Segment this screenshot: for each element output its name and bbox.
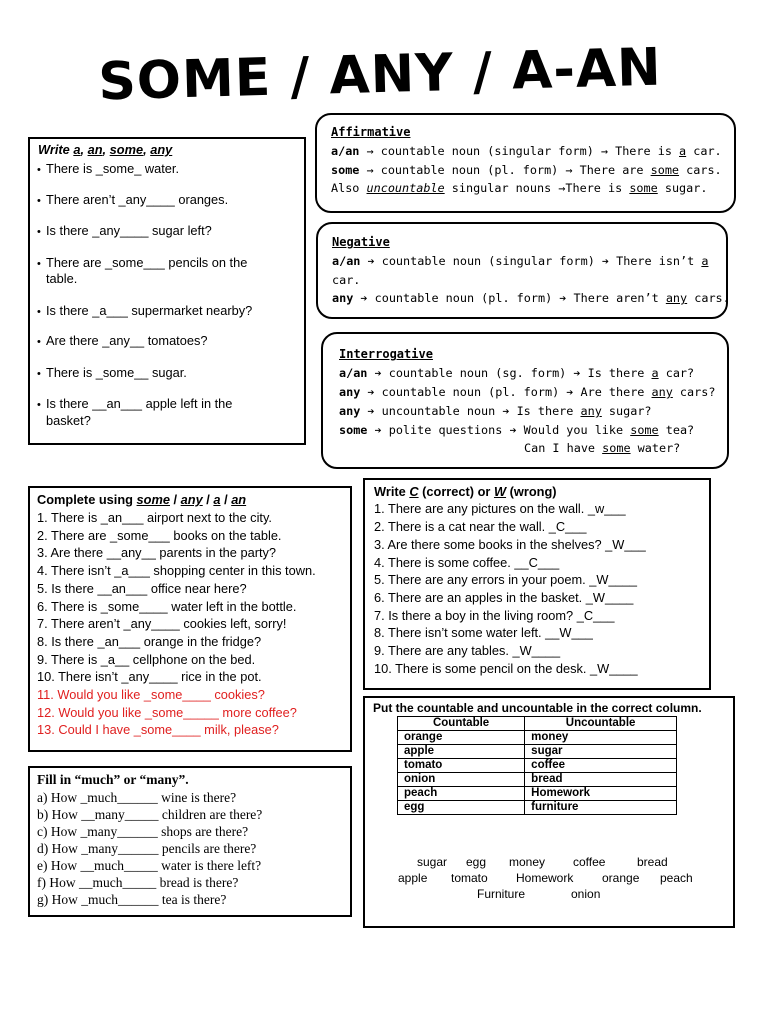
negative-line-1: a/an ➔ countable noun (singular form) ➔ There isn’t a <box>332 254 709 268</box>
list-item: 1. There is _an___ airport next to the city. <box>37 510 272 525</box>
affirmative-box <box>315 113 736 213</box>
list-item: 8. Is there _an___ orange in the fridge? <box>37 634 262 649</box>
table-row <box>398 801 677 815</box>
table-row <box>398 745 677 759</box>
table-row <box>398 731 677 745</box>
list-item-cont: basket? <box>46 413 91 428</box>
list-item: e) How __much_____ water is there left? <box>37 858 262 873</box>
negative-heading: Negative <box>332 235 390 249</box>
list-item: 6. There are an apples in the basket. _W____ <box>374 590 634 605</box>
table-row <box>398 759 677 773</box>
list-item: 4. There is some coffee. __C___ <box>374 555 560 570</box>
affirmative-line-3: Also uncountable singular nouns →There is some sugar. <box>331 181 708 195</box>
list-item: 1. There are any pictures on the wall. _w___ <box>374 501 626 516</box>
word-bank-item: tomato <box>451 871 488 885</box>
affirmative-heading: Affirmative <box>331 125 411 139</box>
list-item: • There are _some___ pencils on the <box>37 255 247 270</box>
list-item: g) How _much______ tea is there? <box>37 892 227 907</box>
list-item: b) How __many_____ children are there? <box>37 807 263 822</box>
list-item: • There is _some__ sugar. <box>37 365 187 380</box>
table-header-row <box>398 717 677 731</box>
list-item: • Is there __an___ apple left in the <box>37 396 232 411</box>
list-item: 3. Are there some books in the shelves? _W___ <box>374 537 646 552</box>
list-item: 5. Is there __an___ office near here? <box>37 581 247 596</box>
list-item: 13. Could I have _some____ milk, please? <box>37 722 279 737</box>
list-item: • Is there _a___ supermarket nearby? <box>37 303 252 318</box>
cell: money <box>525 731 677 745</box>
list-item: 7. Is there a boy in the living room? _C___ <box>374 608 615 623</box>
list-item: c) How _many______ shops are there? <box>37 824 249 839</box>
list-item: 5. There are any errors in your poem. _W____ <box>374 572 637 587</box>
much-many-heading: Fill in “much” or “many”. <box>37 772 189 787</box>
table-row <box>398 773 677 787</box>
list-item: a) How _much______ wine is there? <box>37 790 237 805</box>
list-item: 9. There are any tables. _W____ <box>374 643 561 658</box>
word-bank-item: Furniture <box>477 887 526 901</box>
cell: peach <box>398 787 525 801</box>
cell: bread <box>525 773 677 787</box>
cell: coffee <box>525 759 677 773</box>
list-item: • There is _some_ water. <box>37 161 179 176</box>
interrogative-line-1: a/an ➔ countable noun (sg. form) ➔ Is there a car? <box>339 366 695 380</box>
list-item: 4. There isn’t _a___ shopping center in this town. <box>37 563 316 578</box>
word-bank-item: orange <box>602 871 640 885</box>
list-item-cont: table. <box>46 271 78 286</box>
cell: orange <box>398 731 525 745</box>
column-header: Countable <box>398 717 525 731</box>
list-item: • There aren’t _any____ oranges. <box>37 192 228 207</box>
list-item: 11. Would you like _some____ cookies? <box>37 687 265 702</box>
affirmative-line-2: some → countable noun (pl. form) → There are some cars. <box>331 163 722 177</box>
cell: Homework <box>525 787 677 801</box>
list-item: 12. Would you like _some_____ more coffee? <box>37 705 297 720</box>
list-item: 7. There aren’t _any____ cookies left, sorry! <box>37 616 287 631</box>
table-row <box>398 787 677 801</box>
list-item: 8. There isn’t some water left. __W___ <box>374 625 593 640</box>
column-header: Uncountable <box>525 717 677 731</box>
list-item: • Are there _any__ tomatoes? <box>37 333 208 348</box>
complete-heading: Complete using some / any / a / an <box>37 492 247 507</box>
correct-wrong-heading: Write C (correct) or W (wrong) <box>374 484 557 499</box>
word-bank-item: money <box>509 855 546 869</box>
cell: sugar <box>525 745 677 759</box>
page-title: SOME / ANY / A-AN <box>97 37 663 113</box>
list-item: d) How _many______ pencils are there? <box>37 841 257 856</box>
interrogative-line-2: any ➔ countable noun (pl. form) ➔ Are there any cars? <box>339 385 716 399</box>
cell: apple <box>398 745 525 759</box>
interrogative-box <box>321 332 729 469</box>
cell: furniture <box>525 801 677 815</box>
interrogative-line-3: any ➔ uncountable noun ➔ Is there any sugar? <box>339 404 652 418</box>
list-item: 3. Are there __any__ parents in the party? <box>37 545 277 560</box>
list-item: 10. There isn’t _any____ rice in the pot. <box>37 669 262 684</box>
negative-line-2: any ➔ countable noun (pl. form) ➔ There aren’t any cars. <box>332 291 730 305</box>
list-item: 6. There is _some____ water left in the bottle. <box>37 599 297 614</box>
countable-heading: Put the countable and uncountable in the correct column. <box>373 701 702 715</box>
cell: onion <box>398 773 525 787</box>
negative-line-1-cont: car. <box>332 273 361 287</box>
affirmative-line-1: a/an → countable noun (singular form) → There is a car. <box>331 144 722 158</box>
list-item: • Is there _any____ sugar left? <box>37 223 212 238</box>
interrogative-line-5: Can I have some water? <box>524 441 681 455</box>
cell: tomato <box>398 759 525 773</box>
word-bank-item: apple <box>398 871 428 885</box>
negative-box <box>316 222 728 319</box>
list-item: 2. There is a cat near the wall. _C___ <box>374 519 587 534</box>
word-bank-item: egg <box>466 855 487 869</box>
list-item: f) How __much_____ bread is there? <box>37 875 239 890</box>
countable-table <box>397 716 677 815</box>
interrogative-line-4: some ➔ polite questions ➔ Would you like some tea? <box>339 423 695 437</box>
word-bank-item: Homework <box>516 871 574 885</box>
list-item: 2. There are _some___ books on the table. <box>37 528 282 543</box>
word-bank-item: bread <box>637 855 668 869</box>
word-bank-item: peach <box>660 871 693 885</box>
word-bank-item: sugar <box>417 855 448 869</box>
write-articles-heading: Write a, an, some, any <box>38 142 173 157</box>
list-item: 10. There is some pencil on the desk. _W____ <box>374 661 638 676</box>
word-bank-item: coffee <box>573 855 606 869</box>
cell: egg <box>398 801 525 815</box>
word-bank-item: onion <box>571 887 601 901</box>
interrogative-heading: Interrogative <box>339 347 433 361</box>
list-item: 9. There is _a__ cellphone on the bed. <box>37 652 256 667</box>
